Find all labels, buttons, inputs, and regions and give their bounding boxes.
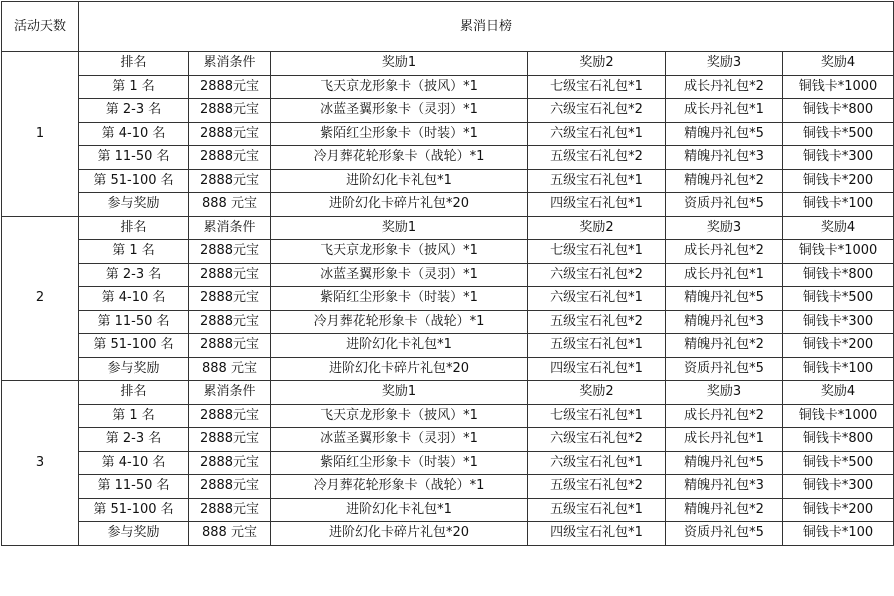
reward1-cell: 冷月葬花轮形象卡（战轮）*1: [271, 310, 528, 334]
reward4-cell: 铜钱卡*300: [783, 475, 894, 499]
reward4-cell: 铜钱卡*200: [783, 334, 894, 358]
rank-cell: 第 11-50 名: [79, 310, 189, 334]
reward3-cell: 成长丹礼包*1: [666, 99, 783, 123]
reward2-cell: 四级宝石礼包*1: [528, 193, 666, 217]
reward1-cell: 紫陌红尘形象卡（时装）*1: [271, 287, 528, 311]
condition-cell: 2888元宝: [189, 75, 271, 99]
table-row: [2, 146, 894, 170]
reward2-cell: 七级宝石礼包*1: [528, 404, 666, 428]
reward1-cell: 进阶幻化卡碎片礼包*20: [271, 193, 528, 217]
rank-cell: 第 2-3 名: [79, 428, 189, 452]
reward2-header: 奖励2: [528, 52, 666, 76]
table-row: [2, 357, 894, 381]
condition-cell: 2888元宝: [189, 287, 271, 311]
table-row: [2, 475, 894, 499]
reward1-cell: 冰蓝圣翼形象卡（灵羽）*1: [271, 428, 528, 452]
condition-cell: 2888元宝: [189, 475, 271, 499]
reward4-header: 奖励4: [783, 52, 894, 76]
rank-cell: 第 4-10 名: [79, 122, 189, 146]
reward1-cell: 飞天京龙形象卡（披风）*1: [271, 75, 528, 99]
reward4-cell: 铜钱卡*800: [783, 263, 894, 287]
reward2-cell: 四级宝石礼包*1: [528, 522, 666, 546]
condition-cell: 888 元宝: [189, 522, 271, 546]
reward4-cell: 铜钱卡*500: [783, 122, 894, 146]
reward3-cell: 成长丹礼包*2: [666, 75, 783, 99]
reward3-cell: 精魄丹礼包*5: [666, 122, 783, 146]
reward4-cell: 铜钱卡*1000: [783, 240, 894, 264]
table-row: [2, 451, 894, 475]
rank-header: 排名: [79, 216, 189, 240]
column-header-row: [2, 52, 894, 76]
rank-cell: 参与奖励: [79, 357, 189, 381]
table-row: [2, 122, 894, 146]
table-row: [2, 75, 894, 99]
reward3-cell: 成长丹礼包*1: [666, 263, 783, 287]
table-row: [2, 263, 894, 287]
condition-header: 累消条件: [189, 52, 271, 76]
reward2-cell: 五级宝石礼包*1: [528, 334, 666, 358]
reward4-cell: 铜钱卡*100: [783, 357, 894, 381]
table-row: [2, 287, 894, 311]
reward3-cell: 资质丹礼包*5: [666, 193, 783, 217]
reward4-cell: 铜钱卡*300: [783, 310, 894, 334]
day-number-cell: 3: [2, 381, 79, 546]
reward3-cell: 精魄丹礼包*2: [666, 498, 783, 522]
column-header-row: [2, 216, 894, 240]
table-row: [2, 99, 894, 123]
reward3-cell: 成长丹礼包*2: [666, 404, 783, 428]
reward2-cell: 五级宝石礼包*2: [528, 146, 666, 170]
reward2-cell: 七级宝石礼包*1: [528, 75, 666, 99]
reward4-cell: 铜钱卡*1000: [783, 75, 894, 99]
reward1-cell: 冷月葬花轮形象卡（战轮）*1: [271, 475, 528, 499]
rank-cell: 第 51-100 名: [79, 334, 189, 358]
reward1-cell: 冰蓝圣翼形象卡（灵羽）*1: [271, 263, 528, 287]
title-row: [2, 2, 894, 52]
rank-header: 排名: [79, 381, 189, 405]
condition-cell: 2888元宝: [189, 334, 271, 358]
condition-cell: 2888元宝: [189, 310, 271, 334]
reward2-cell: 六级宝石礼包*1: [528, 451, 666, 475]
rank-cell: 第 4-10 名: [79, 451, 189, 475]
condition-cell: 2888元宝: [189, 122, 271, 146]
reward2-header: 奖励2: [528, 381, 666, 405]
reward1-cell: 飞天京龙形象卡（披风）*1: [271, 404, 528, 428]
rank-cell: 参与奖励: [79, 522, 189, 546]
reward1-cell: 进阶幻化卡碎片礼包*20: [271, 522, 528, 546]
reward3-cell: 精魄丹礼包*3: [666, 310, 783, 334]
rank-cell: 第 1 名: [79, 240, 189, 264]
condition-cell: 888 元宝: [189, 357, 271, 381]
reward3-header: 奖励3: [666, 381, 783, 405]
condition-cell: 2888元宝: [189, 99, 271, 123]
rank-cell: 第 11-50 名: [79, 146, 189, 170]
reward3-cell: 资质丹礼包*5: [666, 357, 783, 381]
rank-cell: 第 1 名: [79, 404, 189, 428]
day-number-cell: 2: [2, 216, 79, 381]
reward1-cell: 冷月葬花轮形象卡（战轮）*1: [271, 146, 528, 170]
reward1-cell: 紫陌红尘形象卡（时装）*1: [271, 122, 528, 146]
rank-cell: 第 4-10 名: [79, 287, 189, 311]
reward1-cell: 进阶幻化卡礼包*1: [271, 498, 528, 522]
reward4-cell: 铜钱卡*1000: [783, 404, 894, 428]
table-row: [2, 334, 894, 358]
condition-cell: 2888元宝: [189, 498, 271, 522]
reward4-header: 奖励4: [783, 381, 894, 405]
reward4-cell: 铜钱卡*100: [783, 522, 894, 546]
reward1-header: 奖励1: [271, 52, 528, 76]
table-body: [2, 2, 894, 546]
rank-cell: 第 1 名: [79, 75, 189, 99]
condition-cell: 888 元宝: [189, 193, 271, 217]
reward1-cell: 冰蓝圣翼形象卡（灵羽）*1: [271, 99, 528, 123]
reward4-cell: 铜钱卡*500: [783, 287, 894, 311]
reward3-header: 奖励3: [666, 52, 783, 76]
reward1-cell: 进阶幻化卡礼包*1: [271, 169, 528, 193]
reward2-cell: 六级宝石礼包*2: [528, 263, 666, 287]
condition-cell: 2888元宝: [189, 263, 271, 287]
rank-cell: 第 2-3 名: [79, 263, 189, 287]
day-column-header: 活动天数: [2, 2, 79, 52]
condition-header: 累消条件: [189, 381, 271, 405]
table-row: [2, 240, 894, 264]
reward1-cell: 飞天京龙形象卡（披风）*1: [271, 240, 528, 264]
reward2-cell: 四级宝石礼包*1: [528, 357, 666, 381]
condition-header: 累消条件: [189, 216, 271, 240]
table-row: [2, 169, 894, 193]
reward2-cell: 六级宝石礼包*2: [528, 428, 666, 452]
reward3-cell: 精魄丹礼包*5: [666, 451, 783, 475]
table-row: [2, 498, 894, 522]
condition-cell: 2888元宝: [189, 428, 271, 452]
reward2-cell: 六级宝石礼包*1: [528, 122, 666, 146]
table-row: [2, 310, 894, 334]
reward3-cell: 精魄丹礼包*3: [666, 146, 783, 170]
reward3-cell: 成长丹礼包*2: [666, 240, 783, 264]
reward2-cell: 六级宝石礼包*2: [528, 99, 666, 123]
reward2-cell: 五级宝石礼包*2: [528, 475, 666, 499]
rank-cell: 第 51-100 名: [79, 498, 189, 522]
condition-cell: 2888元宝: [189, 146, 271, 170]
condition-cell: 2888元宝: [189, 169, 271, 193]
reward3-cell: 精魄丹礼包*2: [666, 169, 783, 193]
reward3-cell: 成长丹礼包*1: [666, 428, 783, 452]
rank-cell: 第 51-100 名: [79, 169, 189, 193]
leaderboard-table: [1, 1, 894, 546]
table-row: [2, 404, 894, 428]
reward1-header: 奖励1: [271, 216, 528, 240]
reward1-header: 奖励1: [271, 381, 528, 405]
column-header-row: [2, 381, 894, 405]
reward3-cell: 精魄丹礼包*3: [666, 475, 783, 499]
reward3-header: 奖励3: [666, 216, 783, 240]
reward2-cell: 五级宝石礼包*2: [528, 310, 666, 334]
reward2-cell: 七级宝石礼包*1: [528, 240, 666, 264]
rank-cell: 第 2-3 名: [79, 99, 189, 123]
reward4-cell: 铜钱卡*300: [783, 146, 894, 170]
reward3-cell: 资质丹礼包*5: [666, 522, 783, 546]
reward2-cell: 五级宝石礼包*1: [528, 169, 666, 193]
reward1-cell: 进阶幻化卡碎片礼包*20: [271, 357, 528, 381]
reward4-header: 奖励4: [783, 216, 894, 240]
reward4-cell: 铜钱卡*200: [783, 169, 894, 193]
table-title: 累消日榜: [79, 2, 894, 52]
table-row: [2, 193, 894, 217]
reward4-cell: 铜钱卡*800: [783, 99, 894, 123]
rank-cell: 参与奖励: [79, 193, 189, 217]
reward4-cell: 铜钱卡*800: [783, 428, 894, 452]
rank-header: 排名: [79, 52, 189, 76]
condition-cell: 2888元宝: [189, 240, 271, 264]
reward3-cell: 精魄丹礼包*5: [666, 287, 783, 311]
reward4-cell: 铜钱卡*200: [783, 498, 894, 522]
condition-cell: 2888元宝: [189, 404, 271, 428]
rank-cell: 第 11-50 名: [79, 475, 189, 499]
table-row: [2, 522, 894, 546]
reward2-header: 奖励2: [528, 216, 666, 240]
reward1-cell: 进阶幻化卡礼包*1: [271, 334, 528, 358]
reward1-cell: 紫陌红尘形象卡（时装）*1: [271, 451, 528, 475]
condition-cell: 2888元宝: [189, 451, 271, 475]
reward3-cell: 精魄丹礼包*2: [666, 334, 783, 358]
reward4-cell: 铜钱卡*500: [783, 451, 894, 475]
reward4-cell: 铜钱卡*100: [783, 193, 894, 217]
reward2-cell: 六级宝石礼包*1: [528, 287, 666, 311]
reward2-cell: 五级宝石礼包*1: [528, 498, 666, 522]
day-number-cell: 1: [2, 52, 79, 217]
table-row: [2, 428, 894, 452]
